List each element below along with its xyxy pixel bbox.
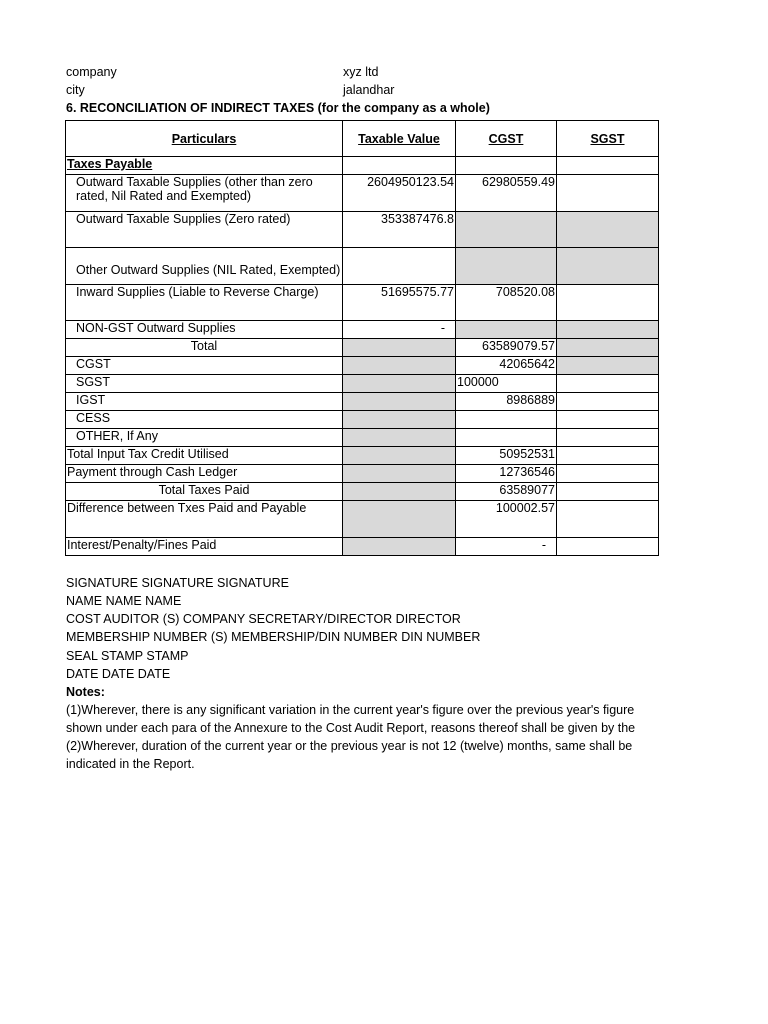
- row-label: Total: [66, 339, 343, 357]
- notes-title: Notes:: [66, 685, 105, 699]
- row-taxable: 2604950123.54: [343, 175, 456, 212]
- row-cgst: [456, 411, 557, 429]
- row-sgst: [557, 375, 659, 393]
- row-sgst: [557, 248, 659, 285]
- row-cgst: [456, 429, 557, 447]
- table-row: [66, 411, 659, 429]
- row-cgst: 100000: [456, 375, 557, 393]
- membership-line: MEMBERSHIP NUMBER (S) MEMBERSHIP/DIN NUMBER DIN NUMBER: [66, 630, 481, 644]
- row-cgst: [456, 248, 557, 285]
- row-taxable: [343, 483, 456, 501]
- row-cgst: 12736546: [456, 465, 557, 483]
- row-sgst: [557, 339, 659, 357]
- row-sgst: [557, 411, 659, 429]
- row-taxable: [343, 393, 456, 411]
- row-sgst: [557, 447, 659, 465]
- row-sgst: [557, 393, 659, 411]
- row-cgst: 62980559.49: [456, 175, 557, 212]
- row-taxable: 51695575.77: [343, 285, 456, 321]
- col-header-taxable-value: Taxable Value: [343, 121, 456, 157]
- row-cgst: 63589077: [456, 483, 557, 501]
- row-sgst: [557, 157, 659, 175]
- note-line: (1)Wherever, there is any significant variation in the current year's figure over the previous year's figure: [66, 703, 635, 717]
- row-sgst: [557, 175, 659, 212]
- row-label: CESS: [66, 411, 343, 429]
- table-row: [66, 429, 659, 447]
- designation-line: COST AUDITOR (S) COMPANY SECRETARY/DIRECTOR DIRECTOR: [66, 612, 461, 626]
- row-sgst: [557, 212, 659, 248]
- table-row: [66, 157, 659, 175]
- table-header-row: [66, 121, 659, 157]
- row-label: Total Input Tax Credit Utilised: [66, 447, 343, 465]
- row-cgst: [456, 321, 557, 339]
- row-taxable: [343, 465, 456, 483]
- row-taxable: 353387476.8: [343, 212, 456, 248]
- row-label: SGST: [66, 375, 343, 393]
- table-row: [66, 465, 659, 483]
- row-sgst: [557, 285, 659, 321]
- row-cgst: 708520.08: [456, 285, 557, 321]
- row-taxable: [343, 157, 456, 175]
- table-row: [66, 393, 659, 411]
- row-label: Outward Taxable Supplies (other than zero rated, Nil Rated and Exempted): [66, 175, 343, 212]
- row-label: Inward Supplies (Liable to Reverse Charge): [66, 285, 343, 321]
- row-sgst: [557, 357, 659, 375]
- row-label: Payment through Cash Ledger: [66, 465, 343, 483]
- row-cgst: [456, 157, 557, 175]
- table-row: [66, 248, 659, 285]
- row-label: OTHER, If Any: [66, 429, 343, 447]
- table-row: [66, 339, 659, 357]
- table-row: [66, 357, 659, 375]
- row-sgst: [557, 321, 659, 339]
- note-line: (2)Wherever, duration of the current year or the previous year is not 12 (twelve) months, same shall be: [66, 739, 633, 753]
- row-sgst: [557, 538, 659, 556]
- city-value: jalandhar: [343, 83, 395, 97]
- row-label: Interest/Penalty/Fines Paid: [66, 538, 343, 556]
- signature-line: SIGNATURE SIGNATURE SIGNATURE: [66, 576, 289, 590]
- row-taxable: [343, 248, 456, 285]
- row-label: Outward Taxable Supplies (Zero rated): [66, 212, 343, 248]
- row-cgst: 100002.57: [456, 501, 557, 538]
- company-value: xyz ltd: [343, 65, 379, 79]
- row-sgst: [557, 501, 659, 538]
- row-label: Other Outward Supplies (NIL Rated, Exempted): [66, 248, 343, 285]
- row-sgst: [557, 465, 659, 483]
- col-header-cgst: CGST: [456, 121, 557, 157]
- table-row: [66, 375, 659, 393]
- row-cgst: [456, 212, 557, 248]
- table-row: [66, 285, 659, 321]
- row-taxable: [343, 447, 456, 465]
- table-row: [66, 501, 659, 538]
- table-row: [66, 212, 659, 248]
- note-line: shown under each para of the Annexure to the Cost Audit Report, reasons thereof shall be given by the: [66, 721, 636, 735]
- seal-line: SEAL STAMP STAMP: [66, 649, 189, 663]
- row-cgst: 8986889: [456, 393, 557, 411]
- row-label: CGST: [66, 357, 343, 375]
- city-label: city: [66, 83, 85, 97]
- row-taxable: [343, 429, 456, 447]
- reconciliation-table: [65, 120, 659, 556]
- table-row: [66, 538, 659, 556]
- note-line: indicated in the Report.: [66, 757, 195, 771]
- row-taxable: [343, 538, 456, 556]
- company-label: company: [66, 65, 117, 79]
- row-taxable: [343, 411, 456, 429]
- table-row: [66, 175, 659, 212]
- row-label: Total Taxes Paid: [66, 483, 343, 501]
- row-taxable: [343, 357, 456, 375]
- date-line: DATE DATE DATE: [66, 667, 171, 681]
- row-label: IGST: [66, 393, 343, 411]
- table-row: [66, 447, 659, 465]
- col-header-particulars: Particulars: [66, 121, 343, 157]
- row-cgst: -: [456, 538, 557, 556]
- row-taxable: [343, 375, 456, 393]
- col-header-sgst: SGST: [557, 121, 659, 157]
- row-label: NON-GST Outward Supplies: [66, 321, 343, 339]
- row-cgst: 63589079.57: [456, 339, 557, 357]
- row-cgst: 42065642: [456, 357, 557, 375]
- row-sgst: [557, 429, 659, 447]
- row-taxable: [343, 339, 456, 357]
- row-label: Difference between Txes Paid and Payable: [66, 501, 343, 538]
- row-taxable: -: [343, 321, 456, 339]
- table-row: [66, 483, 659, 501]
- row-cgst: 50952531: [456, 447, 557, 465]
- name-line: NAME NAME NAME: [66, 594, 182, 608]
- row-sgst: [557, 483, 659, 501]
- row-taxable: [343, 501, 456, 538]
- row-label: Taxes Payable: [66, 157, 343, 175]
- table-row: [66, 321, 659, 339]
- section-title: 6. RECONCILIATION OF INDIRECT TAXES (for the company as a whole): [66, 101, 490, 115]
